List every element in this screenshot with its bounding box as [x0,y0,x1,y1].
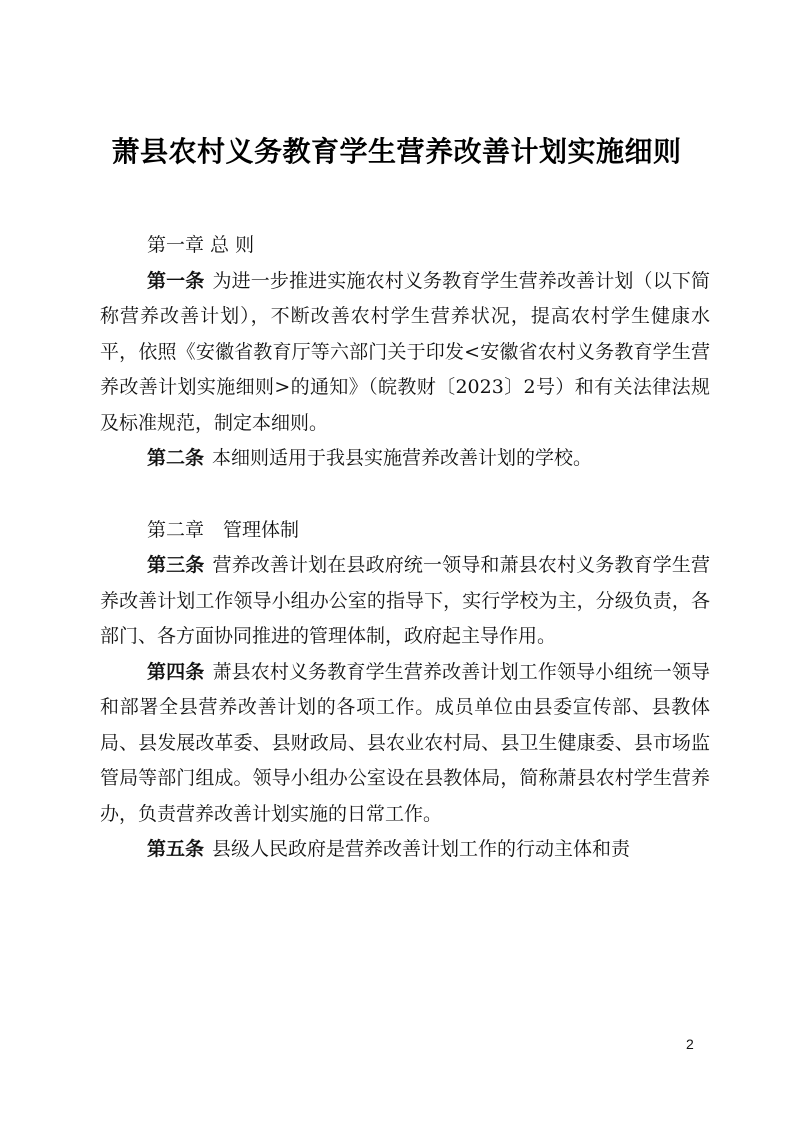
document-body [100,228,710,868]
article-3 [100,548,710,655]
page-number: 2 [686,1036,694,1052]
article-4 [100,655,710,833]
article-4-text: 萧县农村义务教育学生营养改善计划工作领导小组统一领导和部署全县营养改善计划的各项工作。成员单位由县委宣传部、县教体局、县发展改革委、县财政局、县农业农村局、县卫生健康委、县市场监管局等部门组成。领导小组办公室设在县教体局，简称萧县农村学生营养办，负责营养改善计划实施的日常工作。 [100,660,710,825]
article-3-text: 营养改善计划在县政府统一领导和萧县农村义务教育学生营养改善计划工作领导小组办公室的指导下，实行学校为主，分级负责，各部门、各方面协同推进的管理体制，政府起主导作用。 [100,554,710,647]
article-1-label: 第一条 [147,269,205,292]
article-1 [100,264,710,442]
article-5 [100,832,710,868]
article-5-text: 县级人民政府是营养改善计划工作的行动主体和责 [212,838,631,860]
section-gap [100,477,710,513]
article-3-label: 第三条 [147,554,205,576]
document-title: 萧县农村义务教育学生营养改善计划实施细则 [111,135,682,168]
article-4-label: 第四条 [147,660,205,683]
chapter-1-heading: 第一章 总 则 [147,234,255,256]
article-5-label: 第五条 [147,838,205,860]
article-2-label: 第二条 [147,447,205,469]
article-1-text: 为进一步推进实施农村义务教育学生营养改善计划（以下简称营养改善计划），不断改善农村学生营养状况，提高农村学生健康水平，依照《安徽省教育厅等六部门关于印发<安徽省农村义务教育学生营养改善计划实施细则>的通知》（皖教财〔2023〕2号）和有关法律法规及标准规范，制定本细则。 [100,269,710,434]
article-2-text: 本细则适用于我县实施营养改善计划的学校。 [212,447,593,469]
article-2 [100,441,710,477]
chapter-2-heading: 第二章 管理体制 [147,518,300,541]
